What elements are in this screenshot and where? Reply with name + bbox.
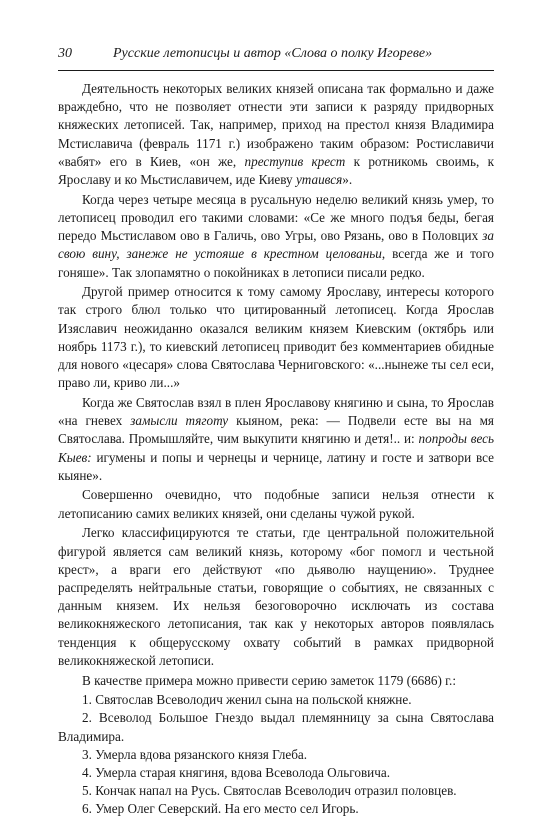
- paragraph: Когда же Святослав взял в плен Ярославову княгиню и сына, то Ярослав «на гневех замысли тяготу кыяном, река: — Подвели есте вы на мя Святослава. Промышляйте, чим выкупити княгиню и детя!.. и: попроды весь Кыев: игумены и попы и чернецы и чернице, латину и госте и затвори все кыяне».: [58, 394, 494, 483]
- header-rule: [58, 70, 494, 71]
- list-item: 5. Кончак напал на Русь. Святослав Всеволодич отразил половцев.: [82, 783, 457, 799]
- list-item: 2. Всеволод Большое Гнездо выдал племянницу за сына Святослава Владимира.: [58, 710, 494, 744]
- list-item: 3. Умерла вдова рязанского князя Глеба.: [82, 746, 308, 762]
- paragraph: Совершенно очевидно, что подобные записи нельзя отнести к летописанию самих великих князей, они сделаны чужой рукой.: [58, 487, 494, 521]
- list-item: 6. Умер Олег Северский. На его место сел Игорь.: [82, 801, 359, 817]
- paragraph: Другой пример относится к тому самому Ярославу, интересы которого так строго блюл только что цитированный летописец. Когда Ярослав Изяславич неожиданно оказался великим князем Киевским (октябрь или ноябрь 1173 г.), то киевский летописец приводит без комментариев обидные для нового «цесаря» слова Святослава Черниговского: «...нынеже ты сел еси, право ли, криво ли...»: [58, 284, 494, 391]
- running-header: [58, 46, 498, 68]
- italic-quote: за свою вину, занеже не устояше в крестном целованьи: [58, 228, 494, 262]
- paragraph: Когда через четыре месяца в русальную неделю великий князь умер, то летописец проводил его такими словами: «Се же много подъя беды, бегая передо Мьстиславом ово в Галичь, ово Угры, ово Рязань, ово в Половцих за свою вину, занеже не устояше в крестном целованьи, всегда же и того гоняше». Так злопамятно о покойниках в летописи писали редко.: [58, 191, 494, 280]
- body-text: [58, 80, 494, 819]
- italic-quote: утаився: [295, 172, 343, 188]
- paragraph: Деятельность некоторых великих князей описана так формально и даже враждебно, что не позволяет отнести эти записи к разряду придворных княжеских летописей. Так, например, приход на престол князя Владимира Мстиславича (февраль 1171 г.) изображено таким образом: Ростиславичи «вабят» его в Киев, «он же, преступив крест к ротникомь своимь, к Ярославу и ко Мьстиславичем, иде Киеву утаився».: [58, 81, 494, 188]
- paragraph: В качестве примера можно привести серию заметок 1179 (6686) г.:: [82, 672, 457, 688]
- paragraph: Легко классифицируются те статьи, где центральной положительной фигурой является сам великий князь, которому «бог помогл и честьной крест», а враги его действуют «по дьяволю наущению». Труднее распределять нейтральные статьи, говорящие о событиях, не связанных с данным князем. Их нельзя безоговорочно исключать из состава великокняжеского летописания, так как у некоторых авторов появлялась тенденция к общерусскому охвату событий в рамках придворной великокняжеской летописи.: [58, 525, 494, 668]
- list-item: 4. Умерла старая княгиня, вдова Всеволода Ольговича.: [82, 765, 391, 781]
- italic-quote: замысли тяготу: [130, 413, 229, 429]
- running-title: Русские летописцы и автор «Слова о полку Игореве»: [113, 46, 433, 61]
- italic-quote: попроды весь Кыев:: [58, 431, 494, 465]
- page-number: 30: [58, 46, 72, 61]
- list-item: 1. Святослав Всеволодич женил сына на польской княжне.: [82, 692, 412, 708]
- italic-quote: преступив крест: [244, 153, 346, 169]
